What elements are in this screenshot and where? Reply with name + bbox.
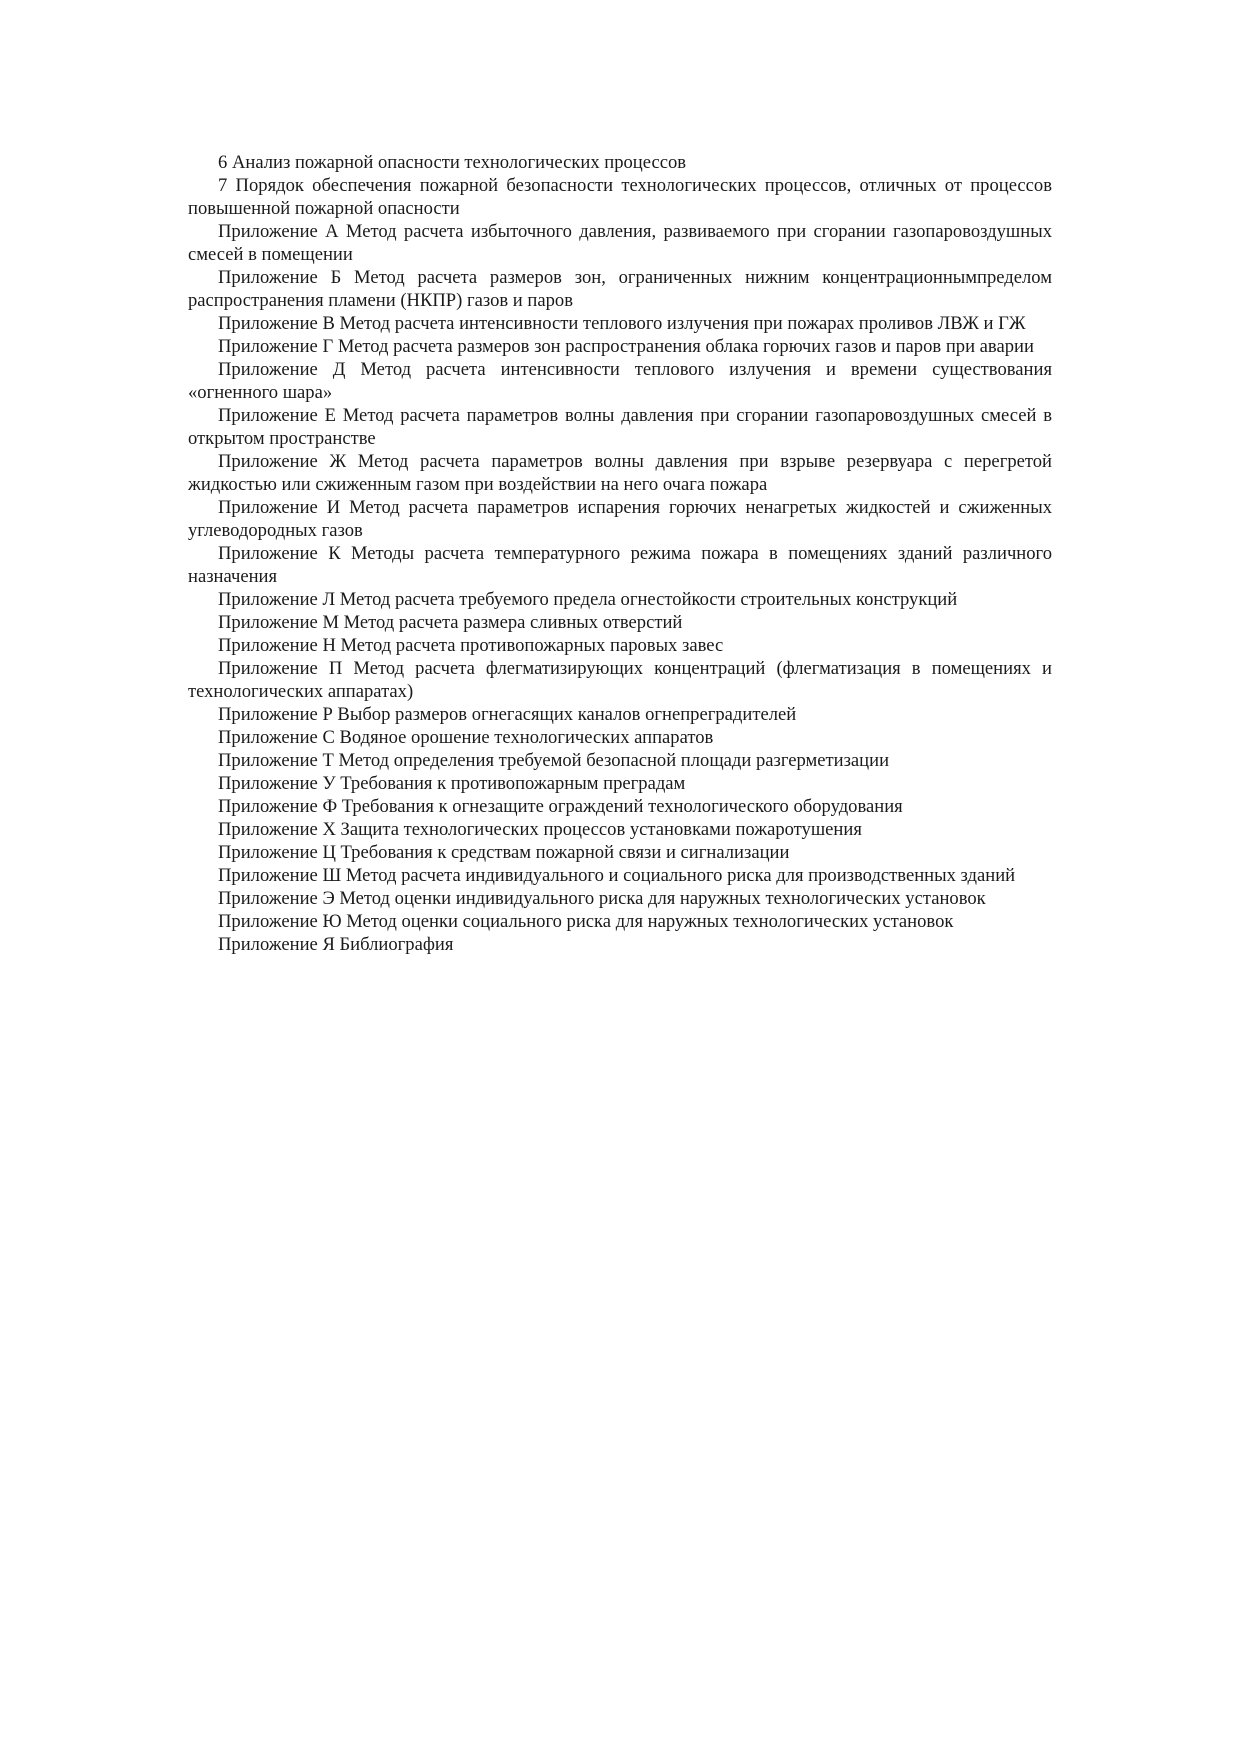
table-of-contents: [188, 151, 1052, 956]
toc-entry-appendix-e2: Приложение Э Метод оценки индивидуального риска для наружных технологических установок: [218, 888, 986, 909]
toc-entry-appendix-sh: Приложение Ш Метод расчета индивидуального и социального риска для производственных зданий: [218, 865, 1016, 886]
toc-entry-appendix-a: Приложение А Метод расчета избыточного давления, развиваемого при сгорании газопаровоздушных смесей в помещении: [188, 221, 1052, 265]
toc-entry-appendix-d: Приложение Д Метод расчета интенсивности теплового излучения и времени существования «огненного шара»: [188, 359, 1052, 403]
toc-entry-appendix-m: Приложение М Метод расчета размера сливных отверстий: [218, 612, 683, 633]
toc-entry-appendix-b: Приложение Б Метод расчета размеров зон, ограниченных нижним концентрационнымпределом распространения пламени (НКПР) газов и паров: [188, 267, 1052, 311]
toc-entry-appendix-zh: Приложение Ж Метод расчета параметров волны давления при взрыве резервуара с перегретой жидкостью или сжиженным газом при воздействии на него очага пожара: [188, 451, 1052, 495]
toc-entry-appendix-e: Приложение Е Метод расчета параметров волны давления при сгорании газопаровоздушных смесей в открытом пространстве: [188, 405, 1052, 449]
toc-entry-appendix-r: Приложение Р Выбор размеров огнегасящих каналов огнепреградителей: [218, 704, 797, 725]
toc-entry-appendix-s: Приложение С Водяное орошение технологических аппаратов: [218, 727, 714, 748]
toc-entry-appendix-t: Приложение Т Метод определения требуемой безопасной площади разгерметизации: [218, 750, 890, 771]
toc-entry-appendix-ts: Приложение Ц Требования к средствам пожарной связи и сигнализации: [218, 842, 790, 863]
toc-entry-appendix-l: Приложение Л Метод расчета требуемого предела огнестойкости строительных конструкций: [218, 589, 958, 610]
toc-entry-appendix-p: Приложение П Метод расчета флегматизирующих концентраций (флегматизация в помещениях и технологических аппаратах): [188, 658, 1052, 702]
toc-entry-appendix-g: Приложение Г Метод расчета размеров зон распространения облака горючих газов и паров при аварии: [218, 336, 1034, 357]
toc-entry-section-7: 7 Порядок обеспечения пожарной безопасности технологических процессов, отличных от процессов повышенной пожарной опасности: [188, 175, 1052, 219]
toc-entry-appendix-v: Приложение В Метод расчета интенсивности теплового излучения при пожарах проливов ЛВЖ и ГЖ: [218, 313, 1026, 334]
toc-entry-appendix-kh: Приложение Х Защита технологических процессов установками пожаротушения: [218, 819, 862, 840]
toc-entry-appendix-k: Приложение К Методы расчета температурного режима пожара в помещениях зданий различного назначения: [188, 543, 1052, 587]
toc-entry-appendix-f: Приложение Ф Требования к огнезащите ограждений технологического оборудования: [218, 796, 903, 817]
toc-entry-appendix-ya: Приложение Я Библиография: [218, 934, 454, 955]
toc-entry-appendix-n: Приложение Н Метод расчета противопожарных паровых завес: [218, 635, 724, 656]
toc-entry-appendix-yu: Приложение Ю Метод оценки социального риска для наружных технологических установок: [218, 911, 954, 932]
toc-entry-appendix-u: Приложение У Требования к противопожарным преградам: [218, 773, 686, 794]
toc-entry-section-6: 6 Анализ пожарной опасности технологических процессов: [218, 152, 687, 173]
toc-entry-appendix-i: Приложение И Метод расчета параметров испарения горючих ненагретых жидкостей и сжиженных углеводородных газов: [188, 497, 1052, 541]
